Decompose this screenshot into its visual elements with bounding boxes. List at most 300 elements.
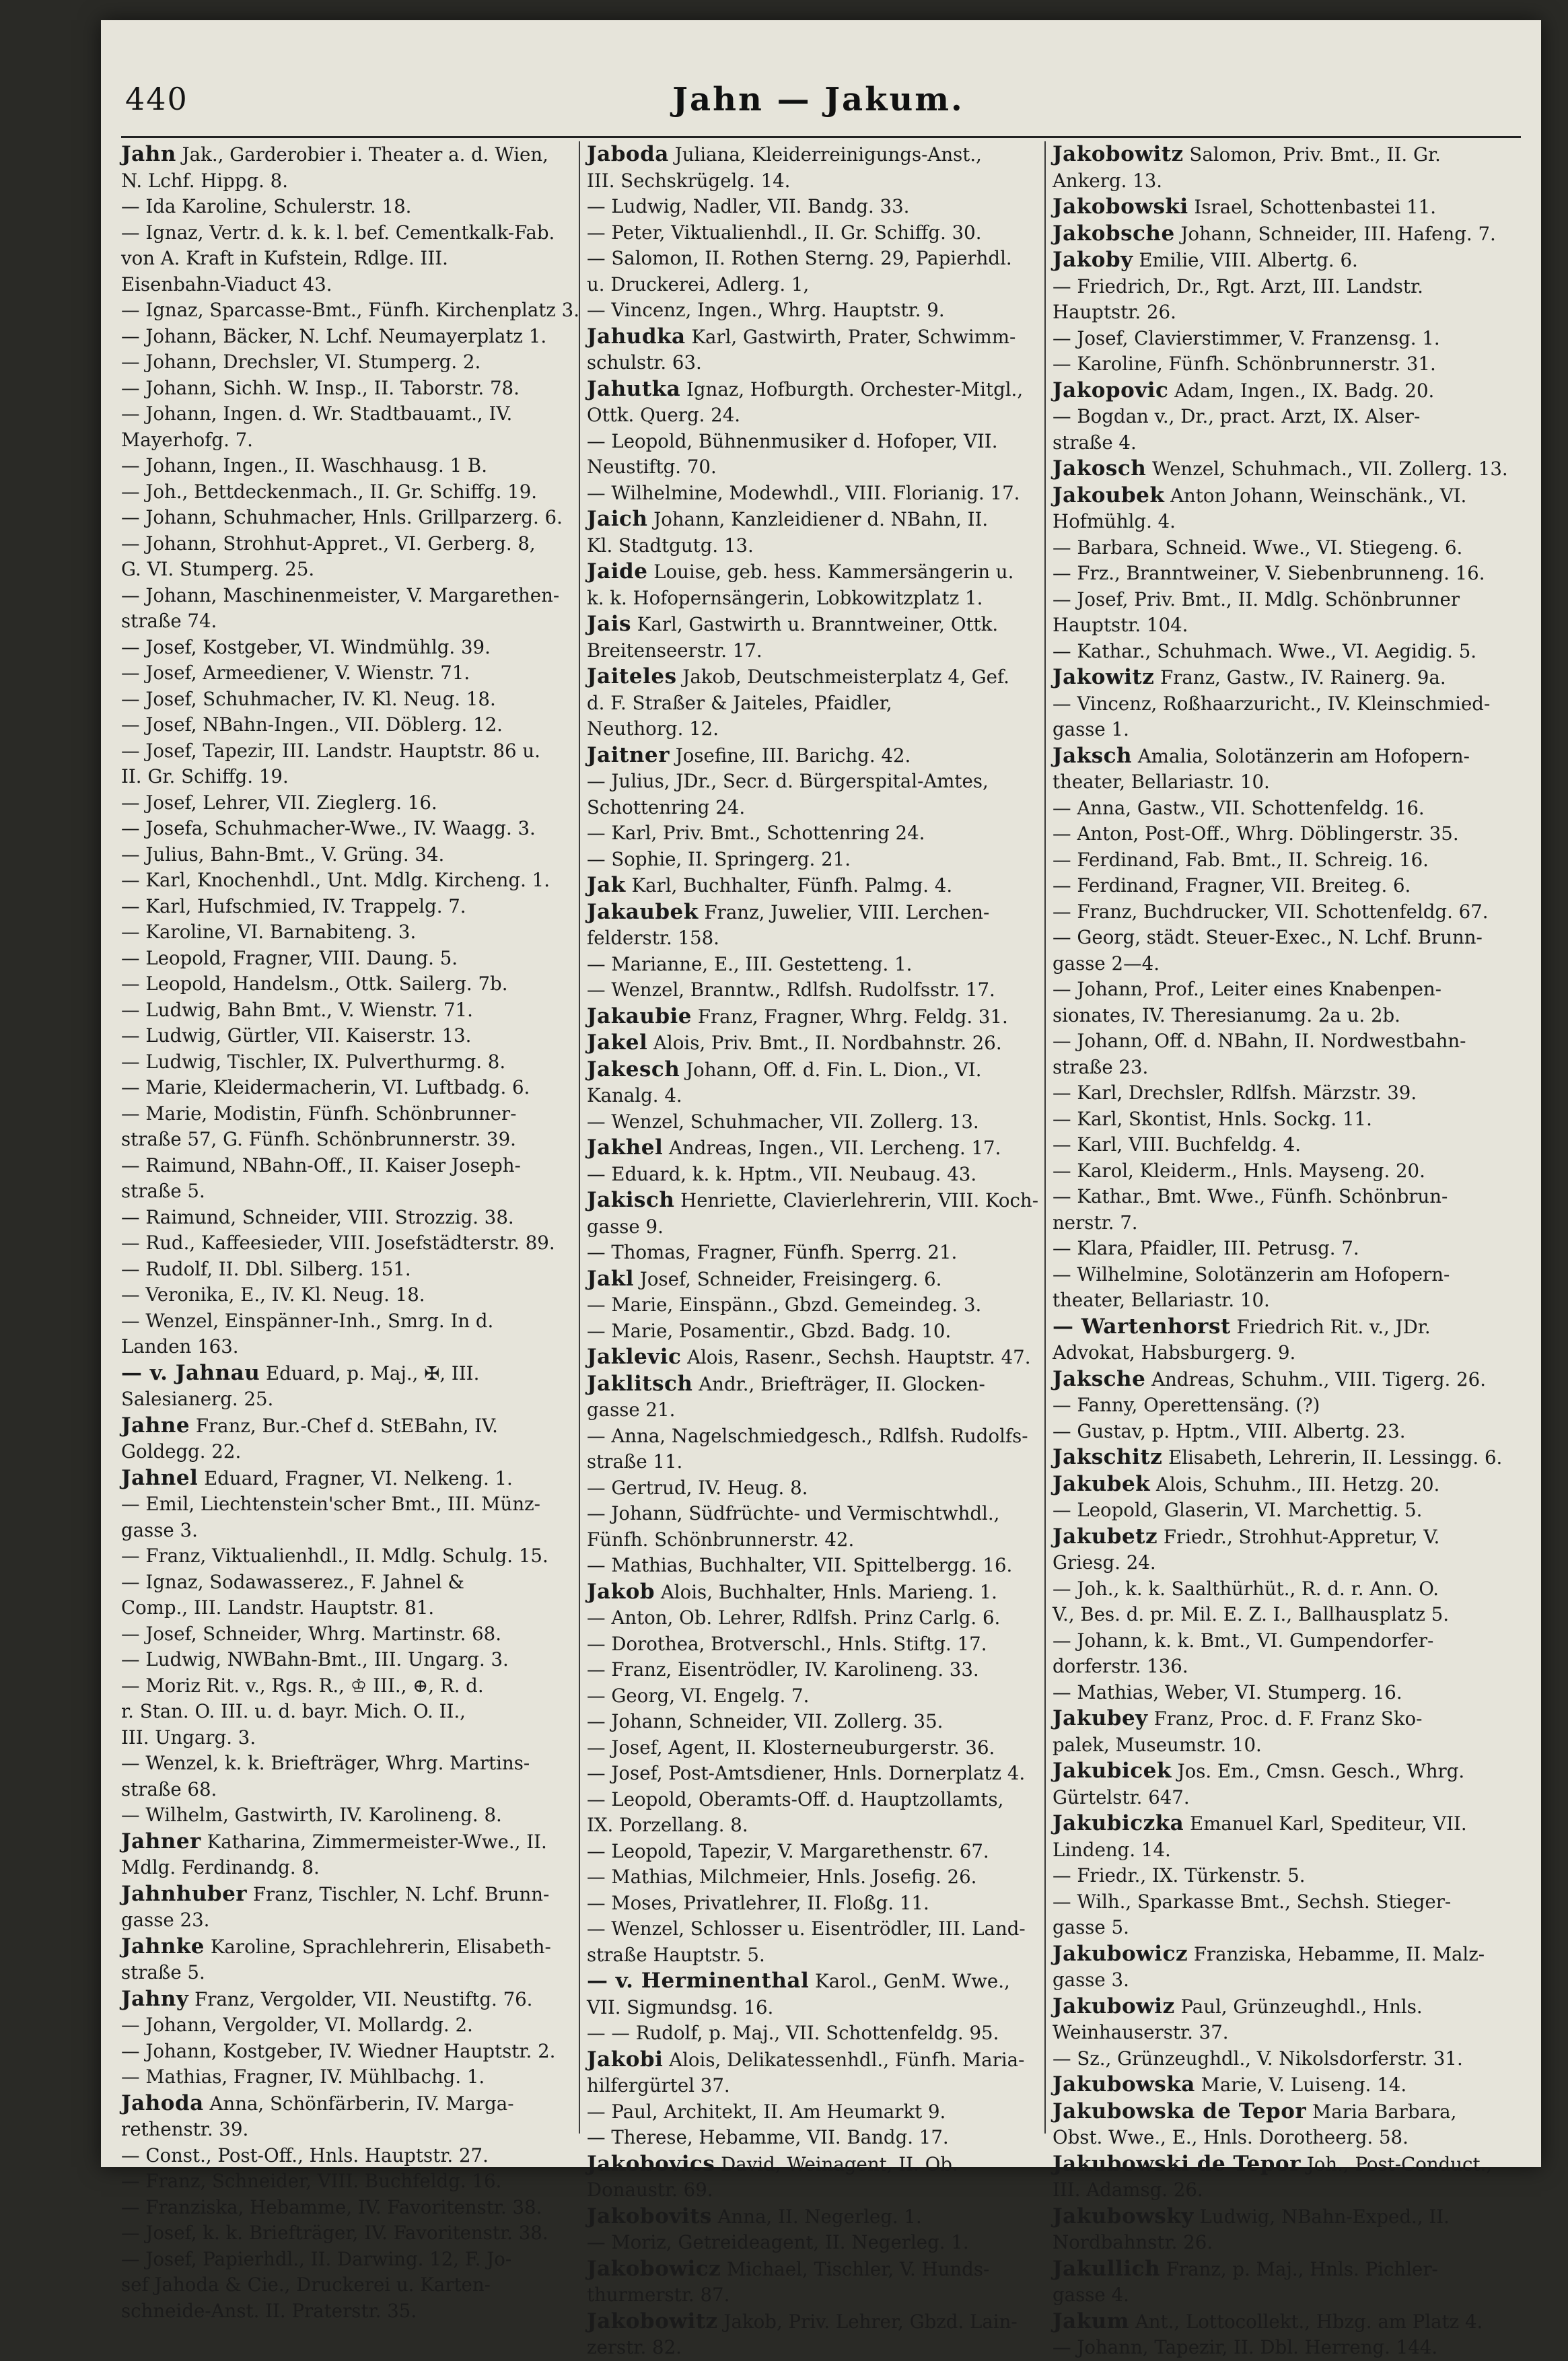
directory-entry [1053, 1705, 1517, 1732]
entry-text: — Franz, Viktualienhdl., II. Mdlg. Schulg. 15. [121, 1545, 548, 1567]
entry-text: Lindeng. 14. [1053, 1838, 1171, 1861]
entry-surname: Jakubowski de Tepor [1053, 2151, 1301, 2176]
entry-text: Donaustr. 69. [587, 2179, 713, 2201]
entry-text: — Mathias, Weber, VI. Stumperg. 16. [1053, 1681, 1402, 1703]
directory-entry [121, 1334, 571, 1360]
entry-surname: Jakobovics [587, 2151, 715, 2176]
directory-entry [121, 272, 571, 298]
entry-text: sef Jahoda & Cie., Druckerei u. Karten- [121, 2274, 491, 2296]
entry-text: — Ignaz, Sodawasserez., F. Jahnel & [121, 1570, 464, 1593]
directory-entry [121, 1386, 571, 1413]
directory-entry [587, 716, 1036, 742]
entry-surname: Jahny [121, 1986, 189, 2011]
entry-text: Salesianerg. 25. [121, 1388, 274, 1410]
entry-text: felderstr. 158. [587, 927, 719, 949]
directory-entry [1053, 247, 1517, 274]
entry-text: VII. Sigmundsg. 16. [587, 1996, 774, 2018]
entry-text: — Sophie, II. Springerg. 21. [587, 847, 851, 870]
entry-text: Paul, Grünzeughdl., Hnls. [1174, 1995, 1423, 2018]
directory-entry [121, 1543, 571, 1570]
entry-text: Karl, Gastwirth u. Branntweiner, Ottk. [631, 613, 999, 635]
entry-text: — Ignaz, Vertr. d. k. k. l. bef. Cementkalk-Fab. [121, 221, 555, 244]
entry-text: — Karl, Drechsler, Rdlfsh. Märzstr. 39. [1053, 1082, 1417, 1104]
entry-text: — Josef, Agent, II. Klosterneuburgerstr. 36. [587, 1736, 995, 1759]
entry-text: — Karl, Priv. Bmt., Schottenring 24. [587, 822, 925, 844]
entry-text: — Wenzel, Schlosser u. Eisentrödler, III. Land- [587, 1917, 1026, 1940]
directory-entry [121, 297, 580, 324]
entry-text: Andreas, Ingen., VII. Lercheng. 17. [663, 1137, 1001, 1159]
directory-entry [587, 2020, 1036, 2047]
directory-entry [1053, 456, 1517, 483]
entry-text: — Leopold, Tapezir, V. Margarethenstr. 67. [587, 1839, 989, 1862]
entry-surname: — v. Jahnau [121, 1360, 260, 1385]
directory-entry [587, 2125, 1036, 2151]
entry-text: straße 23. [1053, 1055, 1149, 1078]
directory-entry [121, 1855, 571, 1881]
directory-entry [121, 1986, 571, 2013]
entry-text: — Const., Post-Off., Hnls. Hauptstr. 27. [121, 2144, 489, 2166]
entry-text: Franz, Gastw., IV. Rainerg. 9a. [1154, 666, 1446, 689]
entry-surname: Jak [587, 873, 626, 897]
directory-entry [121, 1439, 571, 1465]
entry-text: Johann, Off. d. Fin. L. Dion., VI. [680, 1058, 982, 1081]
directory-entry [1053, 821, 1517, 847]
directory-entry [587, 847, 1036, 873]
directory-entry [587, 2309, 1036, 2335]
entry-text: straße 11. [587, 1450, 683, 1473]
directory-entry [121, 2247, 571, 2273]
entry-text: — Johann, Maschinenmeister, V. Margarethen- [121, 584, 560, 606]
entry-text: N. Lchf. Hippg. 8. [121, 169, 288, 192]
entry-text: Gürtelstr. 647. [1053, 1786, 1190, 1808]
directory-entry [1053, 2335, 1517, 2361]
directory-entry [121, 1802, 571, 1829]
entry-text: — Josef, Lehrer, VII. Zieglerg. 16. [121, 791, 437, 814]
directory-entry [1053, 2125, 1517, 2151]
entry-text: Josefine, III. Barichg. 42. [669, 744, 911, 767]
directory-entry [121, 427, 571, 454]
entry-text: — Karl, Skontist, Hnls. Sockg. 11. [1053, 1107, 1372, 1130]
entry-surname: Jaiteles [587, 664, 677, 689]
entry-surname: Jakubowska [1053, 2072, 1195, 2096]
entry-surname: Jakl [587, 1266, 635, 1291]
directory-entry [121, 168, 571, 195]
entry-text: — Sz., Grünzeughdl., V. Nikolsdorferstr. 31. [1053, 2047, 1463, 2070]
entry-surname: Jais [587, 612, 631, 636]
entry-text: — Eduard, k. k. Hptm., VII. Neubaug. 43. [587, 1162, 977, 1185]
entry-text: Anna, Schönfärberin, IV. Marga- [203, 2092, 514, 2115]
entry-surname: Jakubetz [1053, 1524, 1158, 1549]
entry-text: Breitenseerstr. 17. [587, 639, 762, 662]
directory-entry [1053, 951, 1517, 977]
entry-text: — Rudolf, II. Dbl. Silberg. 151. [121, 1257, 411, 1280]
entry-text: Amalia, Solotänzerin am Hofopern- [1132, 744, 1470, 767]
entry-text: — Marie, Posamentir., Gbzd. Badg. 10. [587, 1319, 952, 1342]
entry-text: David, Weinagent, II. Ob. [715, 2152, 958, 2175]
entry-text: straße 4. [1053, 431, 1137, 454]
entry-text: II. Gr. Schiffg. 19. [121, 765, 289, 787]
directory-entry [1053, 1236, 1517, 1262]
entry-text: Franz, Juwelier, VIII. Lerchen- [698, 901, 990, 923]
directory-entry [587, 141, 1036, 168]
directory-entry [1053, 1680, 1517, 1706]
directory-entry [1053, 1941, 1517, 1968]
directory-entry [587, 533, 1036, 559]
directory-entry [1053, 2072, 1517, 2099]
entry-text: — Marie, Modistin, Fünfh. Schönbrunner- [121, 1102, 517, 1125]
entry-surname: Jakubowiz [1053, 1994, 1175, 2018]
entry-surname: Jakum [1053, 2309, 1130, 2333]
directory-entry [587, 2230, 1036, 2256]
directory-entry [587, 1735, 1036, 1761]
directory-entry [121, 868, 571, 894]
entry-text: schneide-Anst. II. Praterstr. 35. [121, 2299, 417, 2322]
directory-entry [1053, 1576, 1517, 1602]
entry-text: — Raimund, NBahn-Off., II. Kaiser Joseph- [121, 1154, 521, 1176]
entry-text: — Johann, Strohhut-Appret., VI. Gerberg. 8, [121, 532, 536, 555]
entry-text: — Peter, Viktualienhdl., II. Gr. Schiffg. 30. [587, 221, 982, 244]
entry-text: Joh., Post-Conduct., [1300, 2152, 1493, 2175]
directory-entry [587, 2047, 1036, 2074]
directory-entry [587, 324, 1036, 351]
directory-entry [1053, 1837, 1517, 1864]
entry-text: — Leopold, Bühnenmusiker d. Hofoper, VII. [587, 429, 998, 452]
directory-entry [587, 1891, 1036, 1917]
directory-entry [121, 1023, 571, 1049]
directory-entry [1053, 1340, 1517, 1366]
entry-surname: Jakob [587, 1579, 655, 1604]
entry-surname: Jakowitz [1053, 665, 1155, 689]
entry-text: — Josef, Schuhmacher, IV. Kl. Neug. 18. [121, 687, 496, 710]
directory-entry [1053, 899, 1517, 925]
directory-entry [1053, 847, 1517, 874]
entry-text: — Ferdinand, Fragner, VII. Breiteg. 6. [1053, 874, 1411, 896]
entry-text: Schottenring 24. [587, 796, 746, 818]
entry-text: — Georg, städt. Steuer-Exec., N. Lchf. Brunn- [1053, 926, 1483, 948]
entry-text: — Karl, VIII. Buchfeldg. 4. [1053, 1133, 1301, 1156]
entry-text: Henriette, Clavierlehrerin, VIII. Koch- [674, 1189, 1039, 1211]
directory-entry [121, 1751, 571, 1777]
entry-text: — Anton, Post-Off., Whrg. Döblingerstr. 35. [1053, 822, 1459, 845]
entry-text: — Josef, k. k. Briefträger, IV. Favoritenstr. 38. [121, 2222, 548, 2244]
directory-page [101, 20, 1541, 2358]
directory-entry [1053, 1602, 1517, 1628]
directory-entry [587, 2151, 1036, 2178]
column-divider [1044, 141, 1046, 2134]
entry-surname: Jakubek [1053, 1471, 1151, 1496]
directory-entry [1053, 1915, 1517, 1941]
column-1 [121, 141, 580, 2322]
entry-surname: Jakubowska de Tepor [1053, 2099, 1307, 2123]
entry-text: Franz, Vergolder, VII. Neustiftg. 76. [188, 1987, 533, 2010]
directory-entry [587, 1214, 1036, 1240]
directory-entry [587, 638, 1036, 664]
directory-entry [587, 925, 1036, 952]
directory-entry [1053, 404, 1517, 430]
directory-entry [587, 2073, 1036, 2099]
directory-entry [121, 1699, 571, 1725]
entry-text: — Julius, JDr., Secr. d. Bürgerspital-Amtes, [587, 770, 989, 792]
entry-text: Eduard, Fragner, VI. Nelkeng. 1. [198, 1467, 513, 1489]
directory-entry [587, 1266, 1036, 1293]
directory-entry [1053, 796, 1517, 822]
directory-entry [1053, 1994, 1517, 2020]
entry-surname: Jakoby [1053, 248, 1133, 272]
directory-entry [587, 2099, 1036, 2125]
directory-entry [587, 1553, 1036, 1579]
directory-entry [121, 635, 571, 661]
directory-entry [587, 246, 1036, 272]
entry-text: Eisenbahn-Viaduct 43. [121, 273, 332, 295]
directory-entry [121, 583, 571, 609]
entry-text: — Karl, Knochenhdl., Unt. Mdlg. Kircheng. 1. [121, 869, 550, 891]
entry-text: Adam, Ingen., IX. Badg. 20. [1168, 379, 1435, 402]
entry-text: Anna, II. Negerleg. 1. [711, 2205, 922, 2228]
running-title: Jahn — Jakum. [672, 81, 964, 118]
entry-text: gasse 2—4. [1053, 952, 1160, 975]
entry-text: hilfergürtel 37. [587, 2074, 730, 2096]
directory-entry [587, 1162, 1036, 1188]
directory-entry [1053, 873, 1517, 899]
entry-text: — Fanny, Operettensäng. (?) [1053, 1394, 1320, 1416]
entry-text: — Ludwig, Nadler, VII. Bandg. 33. [587, 195, 910, 217]
entry-text: Ludwig, NBahn-Exped., II. [1193, 2205, 1450, 2228]
directory-entry [587, 1030, 1036, 1057]
directory-entry [587, 1995, 1036, 2021]
directory-entry [121, 324, 571, 350]
entry-text: — Leopold, Fragner, VIII. Daung. 5. [121, 946, 458, 969]
entry-text: — Franziska, Hebamme, IV. Favoritenstr. 38. [121, 2195, 542, 2218]
entry-text: theater, Bellariastr. 10. [1053, 771, 1270, 793]
entry-text: — Wilhelmine, Solotänzerin am Hofopern- [1053, 1263, 1450, 1285]
entry-text: Katharina, Zimmermeister-Wwe., II. [201, 1830, 547, 1853]
directory-entry [1053, 1497, 1517, 1524]
directory-entry [587, 899, 1036, 926]
directory-entry [1053, 1106, 1517, 1133]
directory-entry [1053, 2256, 1517, 2283]
directory-entry [121, 141, 571, 168]
directory-entry [121, 1621, 571, 1648]
directory-entry [1053, 141, 1517, 168]
entry-surname: Jahudka [587, 324, 686, 349]
entry-text: Neustiftg. 70. [587, 456, 717, 478]
entry-text: straße 5. [121, 1961, 205, 1983]
entry-surname: Jakobsche [1053, 221, 1175, 246]
directory-entry [587, 1916, 1036, 1942]
entry-text: Emanuel Karl, Spediteur, VII. [1184, 1812, 1467, 1835]
directory-entry [121, 2064, 571, 2090]
column-2 [587, 141, 1039, 2358]
entry-text: Franz, p. Maj., Hnls. Pichler- [1160, 2257, 1438, 2280]
directory-entry [587, 402, 1036, 429]
entry-surname: Jakobowski [1053, 195, 1188, 219]
entry-text: III. Adamsg. 26. [1053, 2179, 1203, 2201]
directory-entry [1053, 194, 1517, 221]
directory-entry [121, 1075, 571, 1101]
directory-entry [1053, 1262, 1517, 1288]
directory-entry [121, 453, 571, 479]
directory-entry [121, 2039, 571, 2065]
entry-text: — Moses, Privatlehrer, II. Floßg. 11. [587, 1891, 929, 1914]
directory-entry [121, 1049, 571, 1076]
entry-text: — Johann, Schuhmacher, Hnls. Grillparzerg. 6. [121, 506, 563, 528]
directory-entry [121, 1881, 571, 1908]
directory-entry [121, 2012, 571, 2039]
directory-entry [1053, 1314, 1517, 1341]
directory-entry [1053, 2309, 1517, 2335]
entry-text: G. VI. Stumperg. 25. [121, 558, 315, 580]
directory-entry [587, 272, 1036, 298]
entry-surname: Jakobowitz [1053, 142, 1184, 166]
entry-text: — Rud., Kaffeesieder, VIII. Josefstädterstr. 89. [121, 1232, 555, 1254]
directory-entry [1053, 351, 1517, 378]
directory-entry [121, 608, 571, 635]
entry-text: — Karoline, VI. Barnabiteng. 3. [121, 921, 417, 943]
entry-text: — Johann, Kostgeber, IV. Wiedner Hauptstr. 2. [121, 2039, 556, 2062]
entry-text: — Johann, Sichh. W. Insp., II. Taborstr. 78. [121, 376, 520, 399]
directory-entry [1053, 1628, 1517, 1654]
directory-entry [121, 1101, 571, 1127]
entry-surname: Jaksche [1053, 1366, 1146, 1391]
entry-text: Landen 163. [121, 1335, 239, 1358]
directory-entry [121, 1465, 571, 1492]
entry-text: — Karl, Hufschmied, IV. Trappelg. 7. [121, 894, 466, 917]
entry-surname: Jahnel [121, 1465, 199, 1490]
entry-text: — Karoline, Fünfh. Schönbrunnerstr. 31. [1053, 353, 1436, 375]
directory-entry [587, 2335, 1036, 2361]
directory-entry [1053, 769, 1517, 796]
entry-text: Alois, Schuhm., III. Hetzg. 20. [1150, 1473, 1440, 1495]
entry-text: Salomon, Priv. Bmt., II. Gr. [1183, 143, 1441, 166]
entry-text: gasse 5. [1053, 1916, 1129, 1938]
directory-entry [1053, 1132, 1517, 1158]
entry-text: — Wenzel, k. k. Briefträger, Whrg. Martins- [121, 1752, 530, 1774]
directory-entry [121, 919, 571, 946]
entry-text: Johann, Kanzleidiener d. NBahn, II. [647, 508, 989, 530]
entry-text: Michael, Tischler, V. Hunds- [721, 2257, 990, 2280]
directory-entry [121, 894, 571, 920]
directory-entry [1053, 1158, 1517, 1185]
directory-entry [1053, 1210, 1517, 1236]
entry-text: — Josef, NBahn-Ingen., VII. Döblerg. 12. [121, 713, 503, 736]
entry-text: — — Rudolf, p. Maj., VII. Schottenfeldg. 95. [587, 2022, 999, 2044]
directory-entry [1053, 1785, 1517, 1811]
directory-entry [121, 1725, 571, 1751]
directory-entry [121, 816, 571, 842]
entry-text: — Johann, Ingen. d. Wr. Stadtbauamt., IV. [121, 402, 513, 425]
column-3 [1053, 141, 1517, 2358]
entry-text: — Franz, Schneider, VIII. Buchfeldg. 16. [121, 2170, 502, 2192]
directory-entry [1053, 1732, 1517, 1759]
entry-surname: Jaklitsch [587, 1371, 693, 1396]
directory-entry [587, 1631, 1036, 1658]
directory-entry [1053, 977, 1517, 1003]
entry-text: Franziska, Hebamme, II. Malz- [1188, 1942, 1485, 1965]
entry-text: — Leopold, Oberamts-Off. d. Hauptzollamts, [587, 1788, 1004, 1810]
entry-text: — Wilhelm, Gastwirth, IV. Karolineng. 8. [121, 1804, 502, 1826]
directory-entry [1053, 561, 1517, 587]
entry-text: Kanalg. 4. [587, 1084, 682, 1106]
entry-text: — Barbara, Schneid. Wwe., VI. Stiegeng. 6. [1053, 536, 1463, 559]
directory-entry [587, 2282, 1036, 2309]
directory-entry [1053, 168, 1517, 195]
directory-entry [121, 2117, 571, 2143]
entry-text: gasse 21. [587, 1399, 676, 1421]
entry-text: — Vincenz, Ingen., Whrg. Hauptstr. 9. [587, 299, 945, 321]
directory-entry [587, 1864, 1036, 1891]
directory-entry [1053, 1055, 1517, 1081]
entry-surname: Jakobovits [587, 2204, 712, 2228]
entry-surname: Jakubowsky [1053, 2204, 1194, 2228]
entry-text: — Karol, Kleiderm., Hnls. Mayseng. 20. [1053, 1159, 1425, 1182]
directory-entry [1053, 483, 1517, 509]
directory-entry [587, 1292, 1036, 1318]
directory-entry [121, 1907, 571, 1934]
directory-entry [587, 297, 1036, 324]
directory-entry [587, 1812, 1036, 1839]
entry-text: — Ida Karoline, Schulerstr. 18. [121, 195, 412, 217]
entry-text: gasse 23. [121, 1909, 210, 1931]
entry-text: Karoline, Sprachlehrerin, Elisabeth- [205, 1935, 551, 1958]
entry-text: Jakob, Priv. Lehrer, Gbzd. Lain- [717, 2310, 1018, 2333]
directory-entry [587, 1318, 1036, 1345]
directory-entry [1053, 535, 1517, 561]
entry-text: — Josef, Priv. Bmt., II. Mdlg. Schönbrunner [1053, 588, 1460, 610]
entry-text: — Bogdan v., Dr., pract. Arzt, IX. Alser- [1053, 405, 1421, 427]
directory-entry [1053, 299, 1517, 326]
entry-text: sionates, IV. Theresianumg. 2a u. 2b. [1053, 1003, 1400, 1026]
entry-text: — Gertrud, IV. Heug. 8. [587, 1476, 808, 1499]
entry-surname: Jaboda [587, 142, 669, 166]
entry-text: — Ludwig, Tischler, IX. Pulverthurmg. 8. [121, 1050, 506, 1073]
directory-entry [1053, 743, 1517, 770]
directory-entry [1053, 587, 1517, 613]
directory-entry [587, 1423, 1036, 1450]
entry-text: Kl. Stadtgutg. 13. [587, 534, 754, 557]
entry-text: — Joh., k. k. Saalthürhüt., R. d. r. Ann. O. [1053, 1577, 1439, 1600]
entry-text: — Ludwig, NWBahn-Bmt., III. Ungarg. 3. [121, 1648, 509, 1670]
entry-surname: Jakubowicz [1053, 1941, 1188, 1966]
entry-surname: Jakobowicz [587, 2256, 721, 2281]
entry-text: — Joh., Bettdeckenmach., II. Gr. Schiffg. 19. [121, 480, 538, 503]
directory-entry [121, 2090, 571, 2117]
entry-text: — Johann, Off. d. NBahn, II. Nordwestbahn- [1053, 1030, 1466, 1052]
directory-entry [121, 505, 571, 531]
entry-text: thurmerstr. 87. [587, 2284, 730, 2306]
entry-text: — Friedrich, Dr., Rgt. Arzt, III. Landstr. [1053, 275, 1423, 297]
directory-entry [1053, 430, 1517, 456]
entry-text: Alois, Buchhalter, Hnls. Marieng. 1. [655, 1580, 997, 1603]
entry-text: — Vincenz, Roßhaarzuricht., IV. Kleinschmied- [1053, 692, 1491, 715]
entry-text: Alois, Rasenr., Sechsh. Hauptstr. 47. [681, 1346, 1031, 1368]
entry-surname: Jaide [587, 559, 648, 584]
entry-text: — Josef, Armeediener, V. Wienstr. 71. [121, 662, 470, 684]
entry-text: gasse 1. [1053, 718, 1129, 740]
entry-text: Jak., Garderobier i. Theater a. d. Wien, [176, 143, 548, 166]
directory-entry [121, 946, 571, 972]
entry-text: — Johann, Tapezir, II. Dbl. Herreng. 144. [1053, 2336, 1438, 2358]
entry-text: Ant., Lottocollekt., Hbzg. am Platz 4. [1129, 2310, 1483, 2333]
directory-entry [1053, 274, 1517, 300]
directory-entry [121, 349, 571, 376]
entry-text: Juliana, Kleiderreinigungs-Anst., [668, 143, 982, 166]
directory-entry [587, 1683, 1036, 1710]
entry-text: — Johann, Vergolder, VI. Mollardg. 2. [121, 2014, 473, 2036]
directory-entry [1053, 1288, 1517, 1314]
entry-text: III. Sechskrügelg. 14. [587, 169, 791, 192]
directory-entry [587, 559, 1036, 586]
entry-text: — Mathias, Buchhalter, VII. Spittelbergg. 16. [587, 1554, 1013, 1576]
